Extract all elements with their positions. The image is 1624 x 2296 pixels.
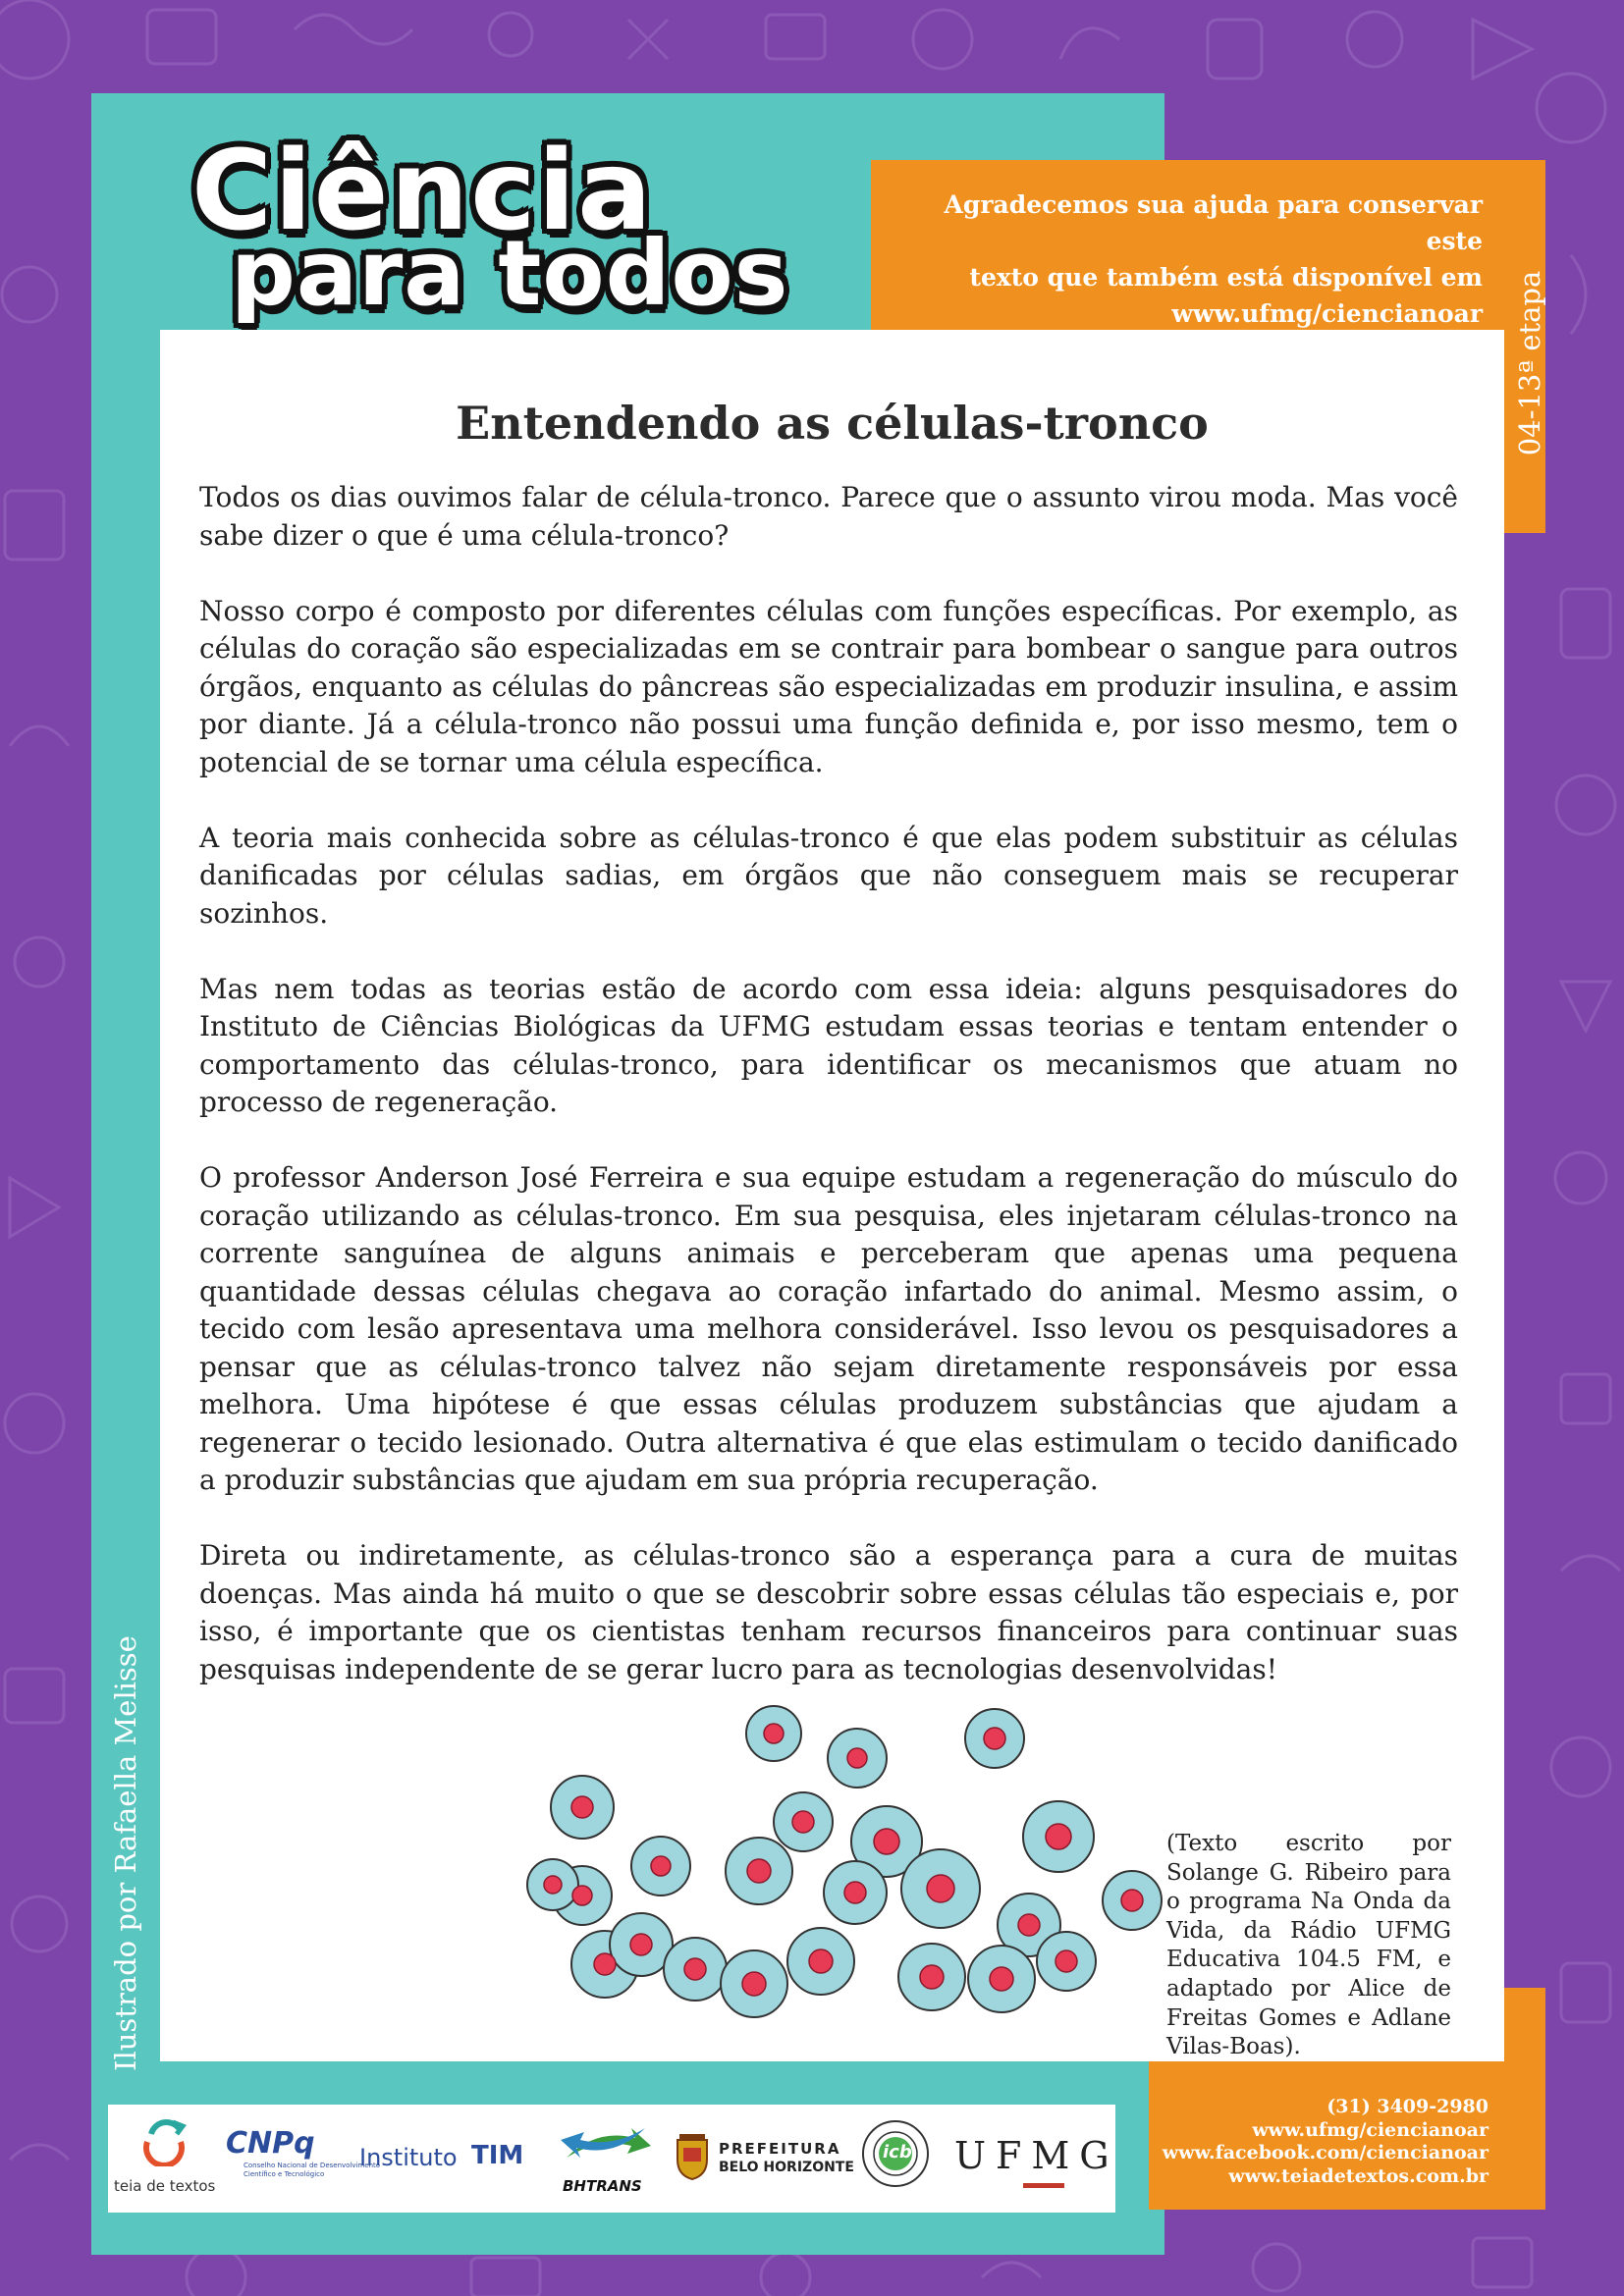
cnpq-logo [218,2105,381,2213]
article-title: Entendendo as células-tronco [456,397,1209,450]
contact-phone: (31) 3409-2980 [1326,2096,1489,2117]
teia-label: teia de textos [114,2177,216,2195]
article-panel [160,330,1504,2061]
cnpq-sub2: Científico e Tecnológico [244,2170,325,2178]
paragraph: Direta ou indiretamente, as células-tronco são a esperança para a cura de muitas doenças. Mas ainda há muito o que se descobrir sobre essas células tão especiais e, por isso, é importante que os cientistas tenham recursos financeiros para continuar suas pesquisas independente de se gerar lucro para as tecnologias desenvolvidas! [199,1539,1458,1685]
bhtrans-arrows-icon [557,2118,655,2167]
cnpq-sub1: Conselho Nacional de Desenvolvimento [244,2162,381,2169]
paragraph: Mas nem todas as teorias estão de acordo com essa ideia: alguns pesquisadores do Instituto de Ciências Biológicas da UFMG estudam essas teorias e tentam entender o comportamento das células-tronco, para identificar os mecanismos que atuam no processo de regeneração. [199,972,1458,1118]
tim-label: TIM [471,2141,524,2170]
partners-strip [108,2105,1119,2213]
ufmg-logo [943,2105,1119,2213]
icb-label: icb [883,2142,912,2163]
cnpq-label: CNPq [226,2126,315,2161]
logo-line-1: Ciência [191,128,654,255]
icb-logo [854,2105,933,2213]
bhtrans-label: BHTRANS [563,2177,642,2195]
teia-de-textos-logo [108,2105,216,2213]
prefeitura-bh-logo [668,2105,854,2213]
bhtrans-logo [545,2105,663,2213]
paragraph: Nosso corpo é composto por diferentes células com funções específicas. Por exemplo, as células do coração são especializadas em se contrair para bombear o sangue para outros órgãos, enquanto as células do pâncreas são especializadas em produzir insulina, e assim por diante. Já a célula-tronco não possui uma função definida e, por isso mesmo, tem o potencial de se tornar uma célula específica. [199,594,1458,778]
conservation-note: Agradecemos sua ajuda para conservar este texto que também está disponível em www.ufmg/ciencianoar [944,190,1483,328]
paragraph: O professor Anderson José Ferreira e sua equipe estudam a regeneração do músculo do coração utilizando as células-tronco. Em sua pesquisa, eles injetaram células-tronco na corrente sanguínea de alguns animais e perceberam que apenas uma pequena quantidade dessas células chegava ao coração infartado do animal. Mesmo assim, o tecido com lesão apresentava uma melhora considerável. Isso levou os pesquisadores a pensar que as células-tronco talvez não sejam diretamente responsáveis por essa melhora. Uma hipótese é que essas células produzem substâncias que ajudam a regenerar o tecido lesionado. Outra alternativa é que elas estimulam o tecido danificado a produzir substâncias que ajudam em sua própria recuperação. [199,1161,1458,1496]
paragraph: A teoria mais conhecida sobre as células-tronco é que elas podem substituir as células danificadas por células sadias, em órgãos que não conseguem mais se recuperar sozinhos. [199,821,1458,930]
instituto-tim-logo [355,2105,552,2213]
contact-site[interactable]: www.ufmg/ciencianoar [1252,2118,1489,2141]
contact-teia[interactable]: www.teiadetextos.com.br [1228,2164,1489,2187]
contact-info [1159,2096,1489,2188]
tim-prefix: Instituto [359,2144,458,2171]
contact-facebook[interactable]: www.facebook.com/ciencianoar [1162,2142,1489,2163]
prefeitura-label-2: BELO HORIZONTE [719,2160,854,2175]
ufmg-underline [1023,2183,1064,2188]
article-body [199,479,1458,1727]
etapa-label: 04-13ª etapa [1513,270,1546,456]
prefeitura-label-1: PREFEITURA [719,2140,841,2158]
ufmg-label: UFMG [954,2134,1119,2177]
logo-line-2: para todos [231,221,789,326]
bh-coat-of-arms-icon [674,2132,711,2181]
author-credit: (Texto escrito por Solange G. Ribeiro para o programa Na Onda da Vida, da Rádio UFMG Educativa 104.5 FM, e adaptado por Alice de Freitas Gomes e Adlane Vilas-Boas). [1166,1831,1451,2060]
illustrator-credit: Ilustrado por Rafaella Melisse [109,1635,142,2071]
ciencia-para-todos-logo [182,128,789,326]
paragraph: Todos os dias ouvimos falar de célula-tronco. Parece que o assunto virou moda. Mas você sabe dizer o que é uma célula-tronco? [199,481,1458,552]
teia-icon [139,2112,189,2166]
